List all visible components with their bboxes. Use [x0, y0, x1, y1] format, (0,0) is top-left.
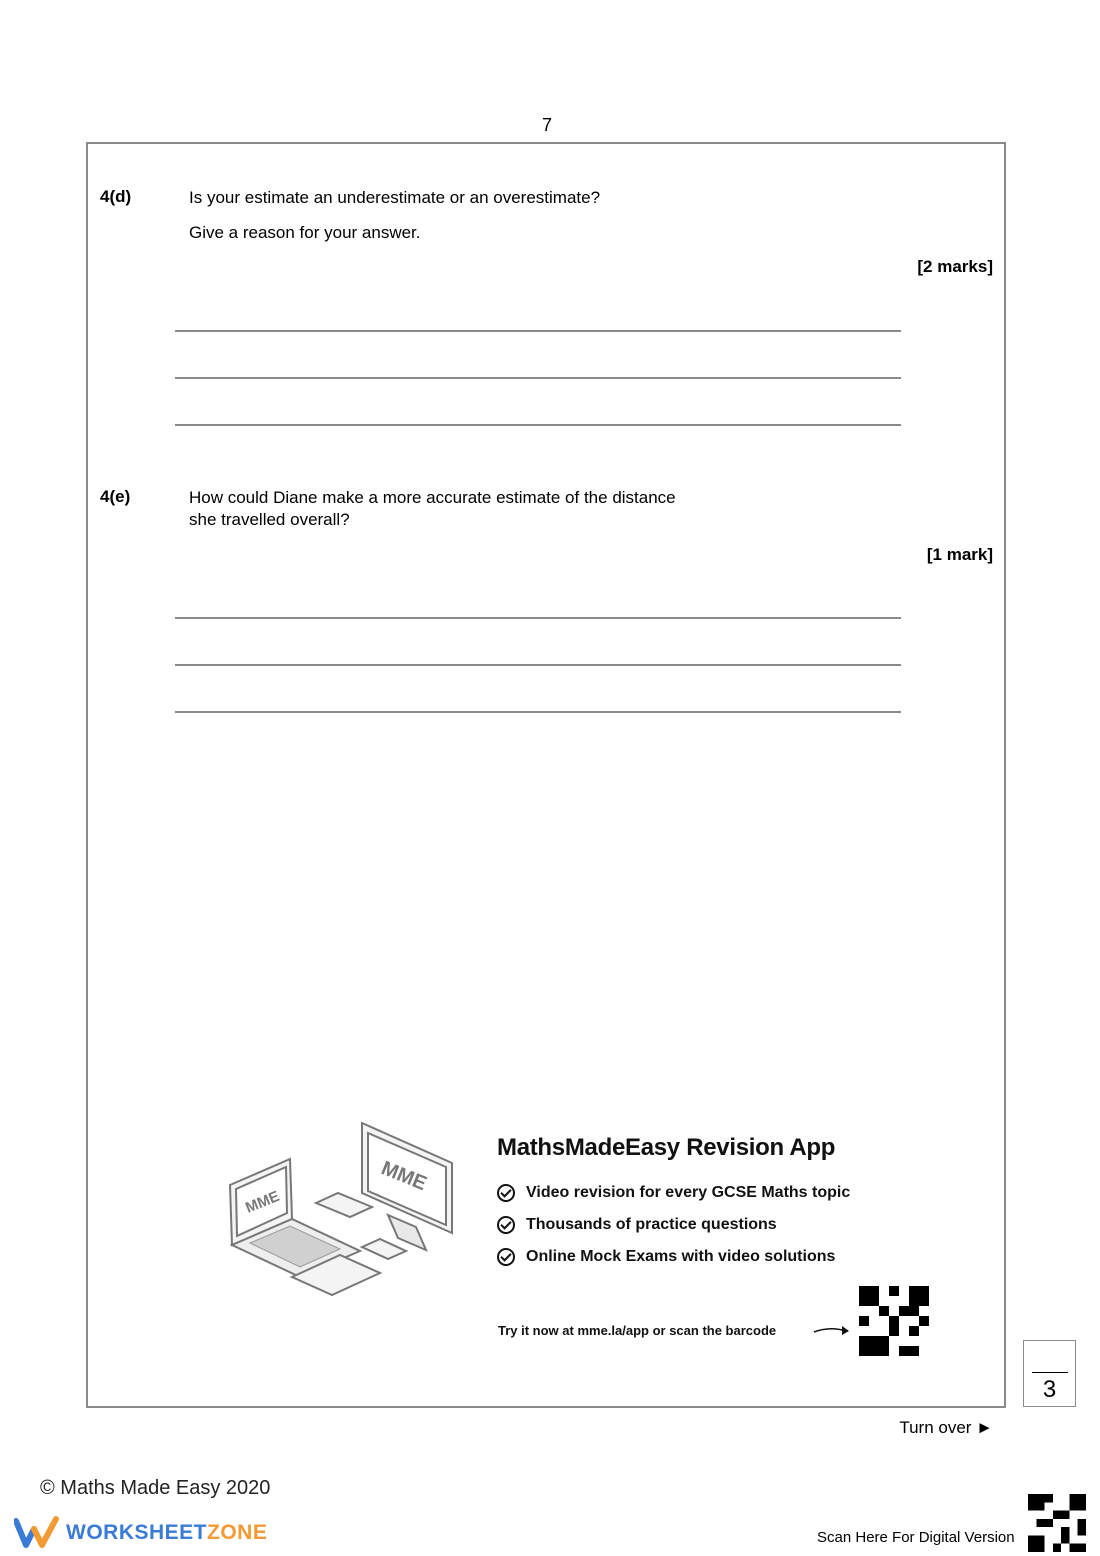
check-circle-icon — [497, 1184, 515, 1202]
arrow-right-icon — [812, 1320, 852, 1340]
ad-feature-text: Online Mock Exams with video solutions — [526, 1248, 836, 1265]
brand-name: WORKSHEETZONE — [66, 1521, 268, 1544]
turn-over-label: Turn over ► — [899, 1418, 993, 1437]
question-number-4e: 4(e) — [100, 487, 131, 506]
check-circle-icon — [497, 1248, 515, 1266]
answer-line[interactable] — [175, 617, 901, 619]
answer-line[interactable] — [175, 377, 901, 379]
check-circle-icon — [497, 1216, 515, 1234]
copyright-text: © Maths Made Easy 2020 — [40, 1477, 271, 1499]
digital-version-qr-code[interactable] — [1028, 1494, 1086, 1552]
question-4e-marks: [1 mark] — [926, 545, 993, 564]
ad-feature — [497, 1248, 835, 1266]
worksheetzone-logo-icon — [14, 1515, 60, 1549]
answer-line[interactable] — [175, 664, 901, 666]
question-4d-text: Is your estimate an underestimate or an overestimate? — [189, 188, 601, 207]
ad-feature-text: Thousands of practice questions — [526, 1216, 777, 1233]
score-value: 3 — [1042, 1376, 1057, 1403]
question-4e-text-line2: she travelled overall? — [189, 510, 350, 529]
page-number: 7 — [541, 115, 552, 135]
laptop-screen-label: MME — [243, 1187, 282, 1217]
answer-line[interactable] — [175, 424, 901, 426]
question-4e-text-line1: How could Diane make a more accurate estimate of the distance — [189, 488, 676, 507]
devices-illustration — [220, 1115, 460, 1310]
ad-feature — [497, 1184, 850, 1202]
ad-feature — [497, 1216, 777, 1234]
question-number-4d: 4(d) — [100, 187, 132, 206]
ad-title: MathsMadeEasy Revision App — [497, 1134, 836, 1161]
app-qr-code[interactable] — [859, 1286, 929, 1356]
ad-feature-text: Video revision for every GCSE Maths topic — [526, 1184, 851, 1201]
scan-digital-version-text: Scan Here For Digital Version — [817, 1529, 1015, 1546]
question-4d-marks: [2 marks] — [917, 257, 993, 276]
answer-line[interactable] — [175, 330, 901, 332]
ad-call-to-action[interactable]: Try it now at mme.la/app or scan the barcode — [498, 1323, 777, 1338]
answer-line[interactable] — [175, 711, 901, 713]
monitor-screen-label: MME — [378, 1157, 430, 1196]
score-divider — [1032, 1372, 1068, 1373]
question-4d-instruction: Give a reason for your answer. — [189, 223, 421, 242]
